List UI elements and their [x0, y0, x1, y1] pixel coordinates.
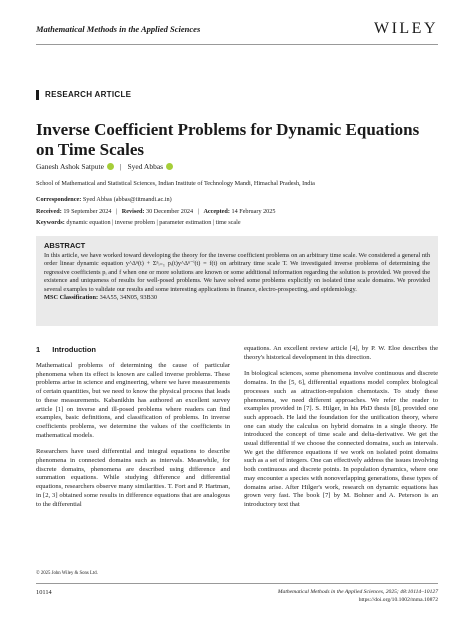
revised-date: 30 December 2024 — [146, 208, 194, 215]
keywords-label: Keywords: — [36, 219, 65, 226]
article-type-label: RESEARCH ARTICLE — [36, 90, 131, 100]
copyright-notice: © 2025 John Wiley & Sons Ltd. — [36, 571, 98, 576]
section-number: 1 — [36, 345, 41, 354]
correspondence-text[interactable]: Syed Abbas (abbas@iitmandi.ac.in) — [82, 196, 172, 203]
doi-link[interactable]: https://doi.org/10.1002/mma.10872 — [358, 597, 438, 603]
paragraph: In biological sciences, some phenomena involve continuous and discrete domains. In the [5, 6], differential equations model complex biological processes such as attraction-repulsion chemotaxis. To study these phenomena, we need different approaches. We refer the reader to examples provided in [7]. S. Hilger, in his PhD thesis [8], provided one such approach. He laid the foundation for the unification theory, where one can study the calculus on hybrid domains in a single theory. He introduced the concept of time scale and delta-derivative. We get the usual differential if we choose the connected domains, such as intervals. We get the difference equations if we work on isolated point domains such as a set of integers. One can effectively address the issues involving both continuous and discrete points. In population dynamics, where one may encounter a species with nonoverlapping generations, these types of domains arise. After Hilger's work, research on dynamic equations has grown very fast. The book [7] by M. Bohner and A. Peterson is an introductory text that — [244, 370, 438, 508]
keywords-text: dynamic equation | inverse problem | parameter estimation | time scale — [66, 219, 241, 226]
header-divider — [36, 44, 438, 45]
revised-label: Revised: — [121, 208, 145, 215]
msc-label: MSC Classification: — [44, 294, 99, 302]
page-number: 10114 — [36, 589, 52, 596]
received-label: Received: — [36, 208, 62, 215]
orcid-icon[interactable] — [166, 163, 173, 170]
publisher-logo: WILEY — [373, 20, 438, 37]
correspondence — [36, 196, 172, 203]
affiliation: School of Mathematical and Statistical Sciences, Indian Institute of Technology Mandi, Himachal Pradesh, India — [36, 180, 315, 187]
footer-journal-ref: Mathematical Methods in the Applied Sciences, 2025; 48:10114–10127 — [277, 589, 438, 595]
author-separator: | — [119, 162, 122, 171]
right-column — [244, 345, 438, 518]
paragraph: equations. An excellent review article [4], by P. W. Eloe describes the theory's historical development in this direction. — [244, 345, 438, 361]
section-title: Introduction — [52, 345, 97, 354]
abstract-text: In this article, we have worked toward developing the theory for the inverse coefficient problems on an arbitrary time scale. We considered a general nth order linear dynamic equation y^Δⁿ(t) + Σⁿᵢ₌₁ pᵢ(t)y^Δⁿ⁻ⁱ(t) = f(t) on arbitrary time scale T. We investigated inverse problems of determining the regressive coefficients pᵢ and f when one or more solutions are known or some additional information regarding the solution is provided. We proved the existence and uniqueness of results for well-posed problems. We have solved some problems explicitly on isolated time scale domains. We provided several examples to validate our results and some interesting applications in finance, electro-prospecting, and epidemiology. — [44, 252, 430, 293]
received-date: 19 September 2024 — [63, 208, 112, 215]
paragraph: Researchers have used differential and integral equations to describe phenomena in connected domains such as intervals. Meanwhile, for discrete domains, phenomena are described using difference and summation equations. While studying difference and differential equations, researchers observe many similarities. T. Fort and P. Hartman, in [2, 3] obtained some results in difference equations that are analogous to the differential — [36, 448, 230, 508]
correspondence-label: Correspondence: — [36, 196, 82, 203]
abstract-heading: ABSTRACT — [44, 241, 86, 250]
msc-codes: 34A55, 34N05, 93B30 — [99, 294, 157, 302]
date-separator: | — [197, 208, 199, 215]
msc-classification — [44, 294, 430, 302]
footer-divider — [36, 583, 438, 584]
accepted-label: Accepted: — [203, 208, 230, 215]
date-separator: | — [116, 208, 118, 215]
section-heading — [36, 345, 96, 354]
author-list — [36, 162, 173, 171]
article-dates — [36, 208, 275, 215]
accepted-date: 14 February 2025 — [231, 208, 276, 215]
journal-name: Mathematical Methods in the Applied Sciences — [36, 24, 201, 34]
abstract-box — [36, 236, 438, 326]
article-title: Inverse Coefficient Problems for Dynamic Equations on Time Scales — [36, 120, 420, 159]
author-name[interactable]: Syed Abbas — [127, 162, 164, 171]
keywords — [36, 219, 241, 226]
paragraph: Mathematical problems of determining the cause of particular phenomena when its effect is known are called inverse problems. These problems arise in science and engineering, where we have measurements of certain quantities, but we need to know the physical process that leads to these measurements. Kabanikhin has authored an excellent survey article [1] on inverse and ill-posed problems where readers can find examples, basic definitions, and classification of problems. In inverse coefficients problems, we determine the values of the coefficients in mathematical models. — [36, 362, 230, 439]
left-column — [36, 362, 230, 517]
orcid-icon[interactable] — [107, 163, 114, 170]
author-name[interactable]: Ganesh Ashok Satpute — [36, 162, 104, 171]
